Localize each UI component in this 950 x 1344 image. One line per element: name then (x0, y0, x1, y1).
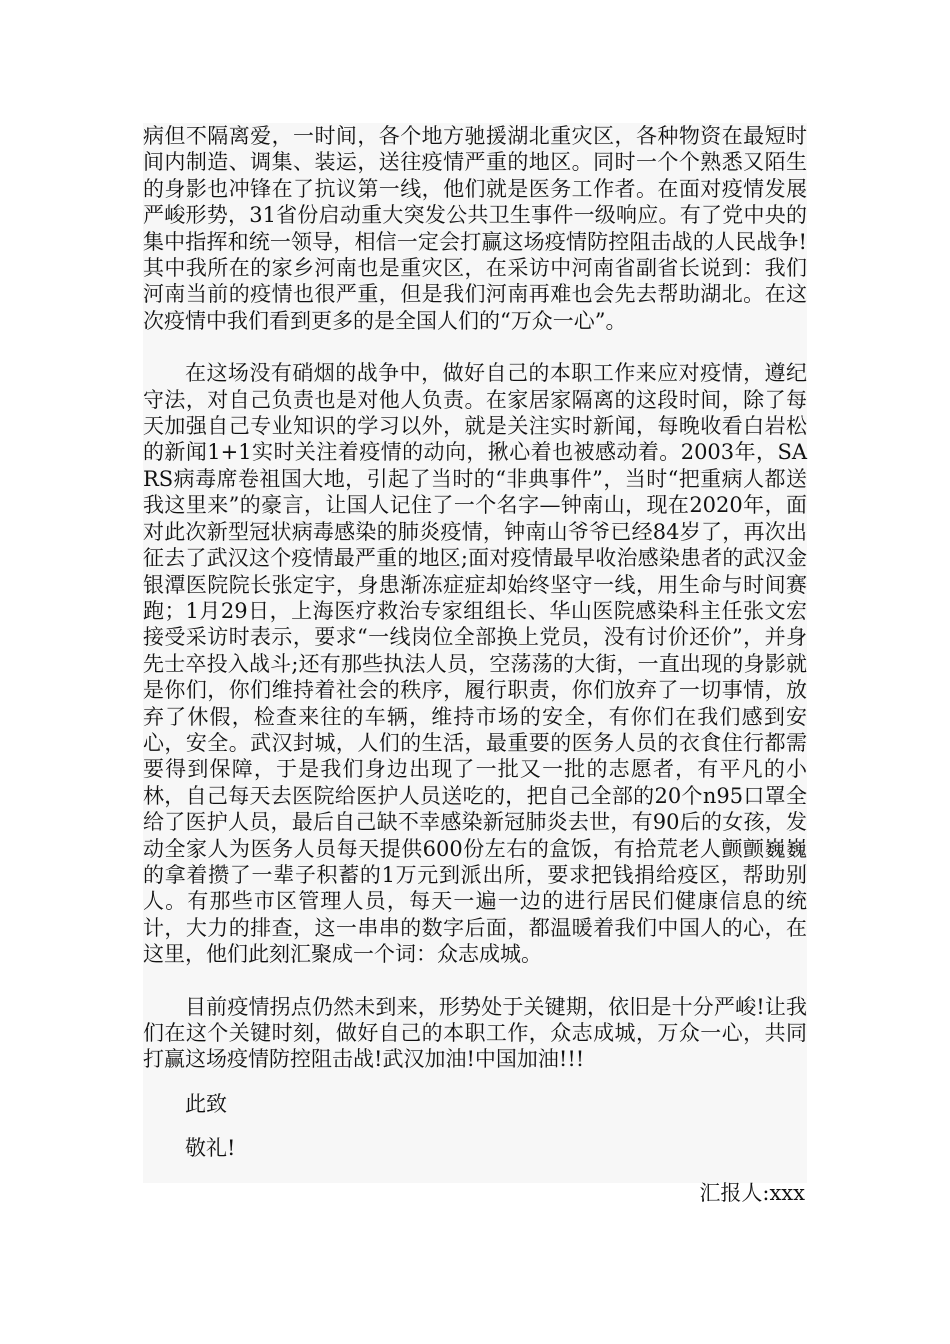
paragraph-support-hubei: 病但不隔离爱，一时间，各个地方驰援湖北重灾区，各种物资在最短时间内制造、调集、装运，送往疫情严重的地区。同时一个个熟悉又陌生的身影也冲锋在了抗议第一线，他们就是医务工作者。在面对疫情发展严峻形势，31省份启动重大突发公共卫生事件一级响应。有了党中央的集中指挥和统一领导，相信一定会打赢这场疫情防控阻击战的人民战争!其中我所在的家乡河南也是重灾区，在采访中河南省副省长说到：我们河南当前的疫情也很严重，但是我们河南再难也会先去帮助湖北。在这次疫情中我们看到更多的是全国人们的“万众一心”。 (143, 124, 807, 333)
document-body (143, 123, 807, 1205)
closing-regards: 敬礼! (185, 1136, 236, 1161)
paragraph-frontline-heroes: 在这场没有硝烟的战争中，做好自己的本职工作来应对疫情，遵纪守法，对自己负责也是对他人负责。在家居家隔离的这段时间，除了每天加强自己专业知识的学习以外，就是关注实时新闻，每晚收看白岩松的新闻1+1实时关注着疫情的动向，揪心着也被感动着。2003年，SARS病毒席卷祖国大地，引起了当时的“非典事件”，当时“把重病人都送我这里来”的豪言，让国人记住了一个名字—钟南山，现在2020年，面对此次新型冠状病毒感染的肺炎疫情，钟南山爷爷已经84岁了，再次出征去了武汉这个疫情最严重的地区;面对疫情最早收治感染患者的武汉金银潭医院院长张定宇，身患渐冻症症却始终坚守一线，用生命与时间赛跑；1月29日，上海医疗救治专家组组长、华山医院感染科主任张文宏接受采访时表示，要求“一线岗位全部换上党员，没有讨价还价”，并身先士卒投入战斗;还有那些执法人员，空荡荡的大街，一直出现的身影就是你们，你们维持着社会的秩序，履行职责，你们放弃了一切事情，放弃了休假，检查来往的车辆，维持市场的安全，有你们在我们感到安心，安全。武汉封城，人们的生活，最重要的医务人员的衣食住行都需要得到保障，于是我们身边出现了一批又一批的志愿者，有平凡的小林，自己每天去医院给医护人员送吃的，把自己全部的20个n95口罩全给了医护人员，最后自己缺不幸感染新冠肺炎去世，有90后的女孩，发动全家人为医务人员每天提供600份左右的盒饭，有拾荒老人颤颤巍巍的拿着攒了一辈子积蓄的1万元到派出所，要求把钱捐给疫区，帮助别人。有那些市区管理人员，每天一遍一边的进行居民们健康信息的统计，大力的排查，这一串串的数字后面，都温暖着我们中国人的心，在这里，他们此刻汇聚成一个词：众志成城。 (143, 361, 807, 967)
closing-salutation: 此致 (185, 1091, 227, 1116)
signature: 汇报人:xxx (699, 1180, 805, 1205)
paragraph-call-to-action: 目前疫情拐点仍然未到来，形势处于关键期，依旧是十分严峻!让我们在这个关键时刻，做好自己的本职工作，众志成城，万众一心，共同打赢这场疫情防控阻击战!武汉加油!中国加油!!! (143, 994, 807, 1072)
